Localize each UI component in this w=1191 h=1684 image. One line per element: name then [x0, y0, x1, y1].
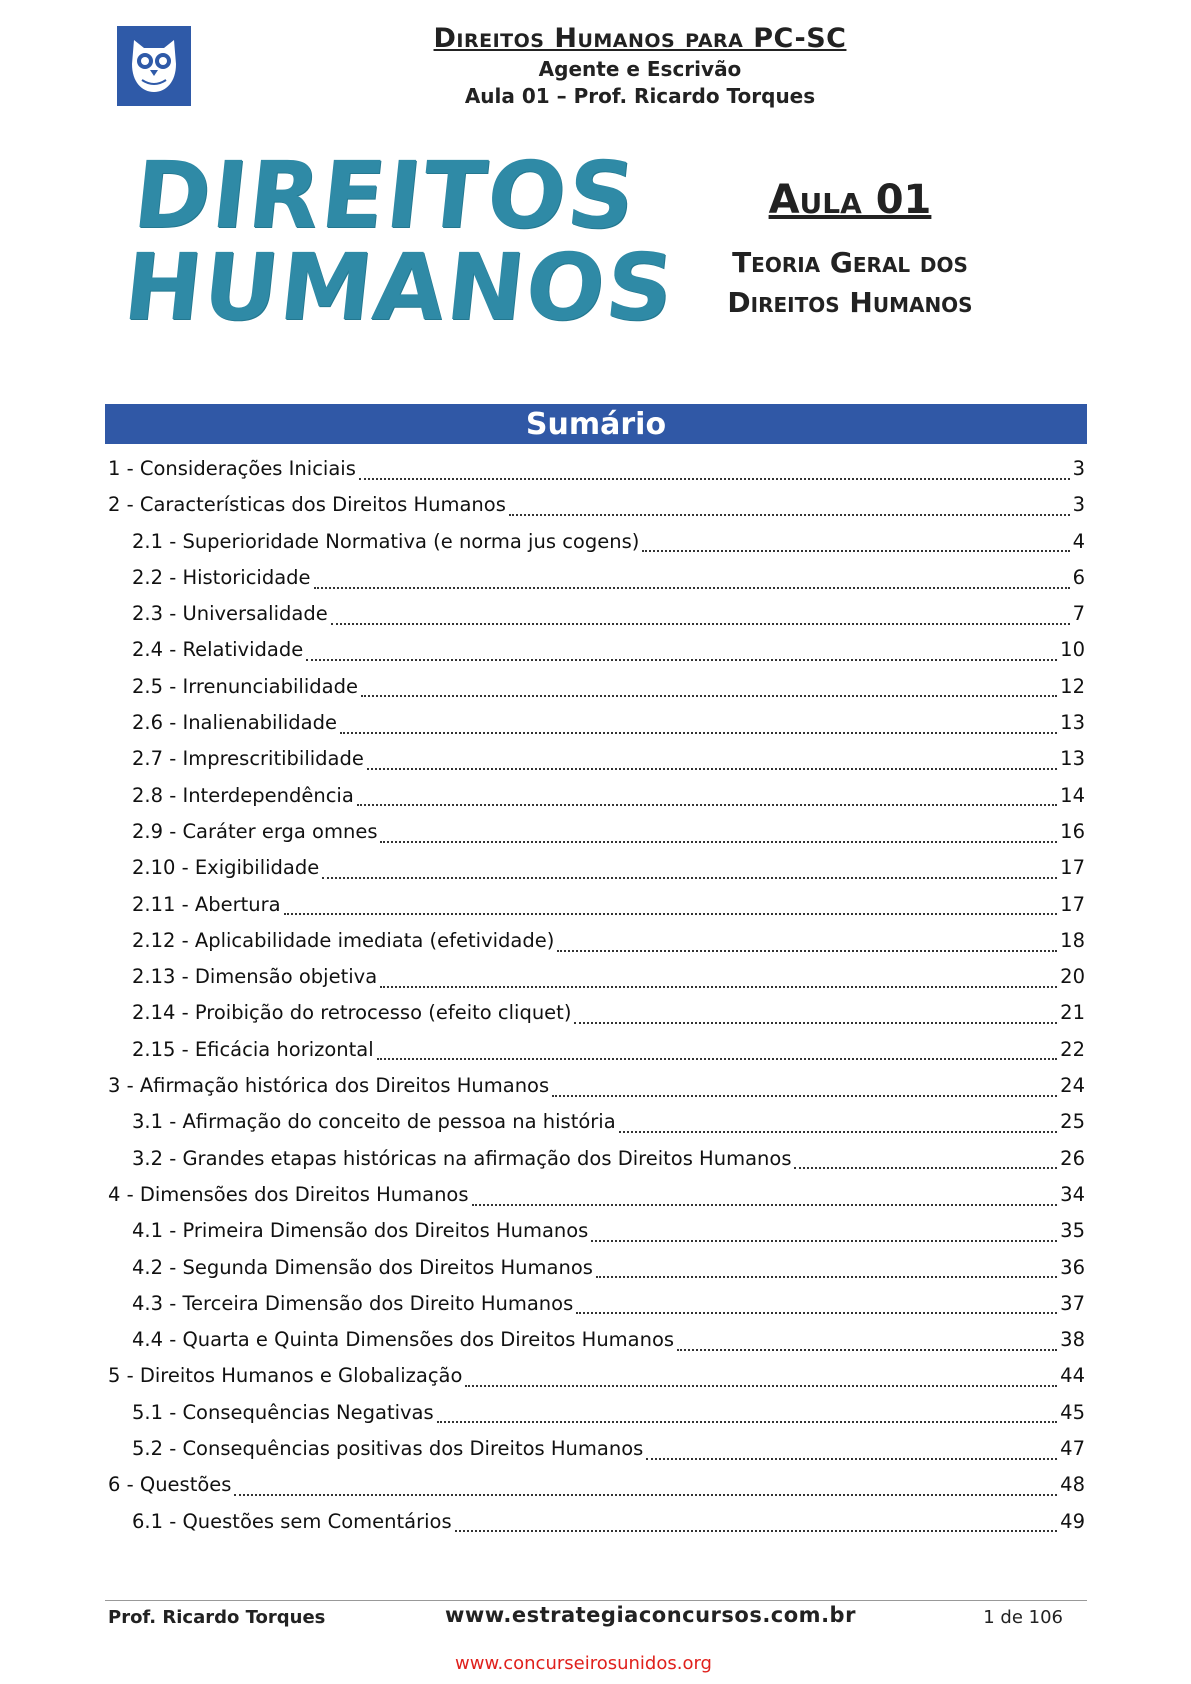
toc-leader-dots	[357, 803, 1057, 806]
toc-entry-page: 36	[1060, 1255, 1085, 1279]
toc-entry-label: 2.9 - Caráter erga omnes	[132, 819, 378, 843]
toc-leader-dots	[437, 1420, 1058, 1423]
toc-entry-page: 14	[1060, 783, 1085, 807]
toc-entry-page: 12	[1060, 674, 1085, 698]
lesson-author-line: Aula 01 – Prof. Ricardo Torques	[464, 84, 816, 108]
toc-entry[interactable]	[108, 1104, 1085, 1140]
toc-leader-dots	[465, 1384, 1057, 1387]
toc-entry-page: 7	[1072, 602, 1085, 626]
toc-entry-page: 16	[1060, 819, 1085, 843]
toc-entry-label: 4.4 - Quarta e Quinta Dimensões dos Direitos Humanos	[132, 1328, 675, 1352]
toc-entry-page: 20	[1060, 965, 1085, 989]
toc-leader-dots	[509, 513, 1070, 516]
toc-entry-page: 38	[1060, 1328, 1085, 1352]
toc-entry[interactable]	[108, 1213, 1085, 1249]
toc-entry[interactable]	[108, 1504, 1085, 1540]
toc-entry[interactable]	[108, 524, 1085, 560]
toc-entry[interactable]	[108, 741, 1085, 777]
toc-entry-page: 47	[1060, 1437, 1085, 1461]
toc-entry-page: 17	[1060, 856, 1085, 880]
toc-entry-label: 2 - Características dos Direitos Humanos	[108, 493, 506, 517]
toc-leader-dots	[359, 477, 1070, 480]
table-of-contents	[108, 451, 1085, 1540]
toc-entry-label: 2.3 - Universalidade	[132, 602, 328, 626]
toc-entry-label: 6 - Questões	[108, 1473, 232, 1497]
toc-entry[interactable]	[108, 487, 1085, 523]
toc-leader-dots	[322, 876, 1057, 879]
toc-leader-dots	[314, 586, 1070, 589]
toc-entry-page: 22	[1060, 1037, 1085, 1061]
course-title: Direitos Humanos para PC-SC	[433, 23, 847, 54]
toc-entry[interactable]	[108, 451, 1085, 487]
toc-entry-label: 2.15 - Eficácia horizontal	[132, 1037, 374, 1061]
toc-entry-label: 5.2 - Consequências positivas dos Direitos Humanos	[132, 1437, 644, 1461]
toc-entry-label: 2.13 - Dimensão objetiva	[132, 965, 378, 989]
toc-entry-label: 2.11 - Abertura	[132, 892, 281, 916]
toc-entry-label: 2.5 - Irrenunciabilidade	[132, 674, 358, 698]
toc-entry[interactable]	[108, 850, 1085, 886]
toc-leader-dots	[380, 985, 1057, 988]
toc-entry-label: 2.6 - Inalienabilidade	[132, 711, 337, 735]
toc-leader-dots	[552, 1094, 1057, 1097]
footer-divider	[105, 1600, 1087, 1601]
estrategia-logo	[117, 26, 191, 106]
watermark-link[interactable]: www.concurseirosunidos.org	[455, 1653, 712, 1674]
toc-entry-label: 5 - Direitos Humanos e Globalização	[108, 1364, 463, 1388]
toc-leader-dots	[591, 1239, 1057, 1242]
toc-entry-page: 10	[1060, 638, 1085, 662]
toc-entry-page: 35	[1060, 1219, 1085, 1243]
toc-entry-page: 34	[1060, 1182, 1085, 1206]
footer-website-link[interactable]: www.estrategiaconcursos.com.br	[445, 1603, 856, 1627]
toc-entry-label: 2.7 - Imprescritibilidade	[132, 747, 364, 771]
toc-entry-label: 5.1 - Consequências Negativas	[132, 1400, 434, 1424]
toc-leader-dots	[596, 1275, 1057, 1278]
toc-leader-dots	[677, 1348, 1057, 1351]
footer-author: Prof. Ricardo Torques	[108, 1607, 326, 1628]
toc-entry-page: 21	[1060, 1001, 1085, 1025]
toc-entry-label: 2.14 - Proibição do retrocesso (efeito cliquet)	[132, 1001, 572, 1025]
toc-entry-page: 13	[1060, 711, 1085, 735]
toc-entry-page: 3	[1072, 493, 1085, 517]
toc-entry[interactable]	[108, 1358, 1085, 1394]
cover-title-art	[117, 142, 681, 360]
toc-entry[interactable]	[108, 995, 1085, 1031]
lesson-number: Aula 01	[768, 177, 932, 223]
toc-entry[interactable]	[108, 1177, 1085, 1213]
toc-entry[interactable]	[108, 560, 1085, 596]
toc-entry[interactable]	[108, 596, 1085, 632]
toc-entry[interactable]	[108, 1395, 1085, 1431]
toc-leader-dots	[557, 949, 1057, 952]
toc-entry-label: 2.12 - Aplicabilidade imediata (efetividade)	[132, 928, 555, 952]
toc-leader-dots	[455, 1529, 1058, 1532]
toc-entry-page: 48	[1060, 1473, 1085, 1497]
toc-entry-label: 2.4 - Relatividade	[132, 638, 304, 662]
toc-leader-dots	[377, 1057, 1057, 1060]
toc-leader-dots	[646, 1457, 1057, 1460]
toc-entry[interactable]	[108, 923, 1085, 959]
toc-entry[interactable]	[108, 778, 1085, 814]
toc-entry-page: 6	[1072, 565, 1085, 589]
toc-leader-dots	[340, 731, 1057, 734]
toc-entry[interactable]	[108, 632, 1085, 668]
course-subtitle: Agente e Escrivão	[538, 57, 742, 81]
owl-icon	[126, 34, 182, 98]
toc-entry-page: 4	[1072, 529, 1085, 553]
toc-entry-label: 1 - Considerações Iniciais	[108, 457, 356, 480]
toc-leader-dots	[574, 1021, 1057, 1024]
toc-entry[interactable]	[108, 814, 1085, 850]
toc-entry[interactable]	[108, 1286, 1085, 1322]
toc-leader-dots	[361, 694, 1057, 697]
toc-entry[interactable]	[108, 887, 1085, 923]
toc-entry-page: 44	[1060, 1364, 1085, 1388]
toc-entry-page: 45	[1060, 1400, 1085, 1424]
toc-leader-dots	[331, 622, 1070, 625]
summary-heading: Sumário	[105, 404, 1087, 444]
toc-entry-page: 49	[1060, 1509, 1085, 1533]
toc-leader-dots	[234, 1493, 1057, 1496]
toc-leader-dots	[367, 767, 1057, 770]
toc-entry-label: 4.3 - Terceira Dimensão dos Direito Humanos	[132, 1291, 574, 1315]
toc-entry-page: 37	[1060, 1291, 1085, 1315]
toc-entry[interactable]	[108, 959, 1085, 995]
footer-page-number: 1 de 106	[983, 1607, 1063, 1628]
toc-entry[interactable]	[108, 1250, 1085, 1286]
toc-entry-page: 17	[1060, 892, 1085, 916]
toc-entry[interactable]	[108, 1431, 1085, 1467]
toc-leader-dots	[306, 658, 1057, 661]
lesson-topic-line-1: Teoria Geral dos	[732, 246, 968, 279]
toc-entry-label: 6.1 - Questões sem Comentários	[132, 1509, 452, 1533]
toc-entry-page: 24	[1060, 1074, 1085, 1098]
toc-entry-label: 4.1 - Primeira Dimensão dos Direitos Humanos	[132, 1219, 589, 1243]
toc-entry-label: 4.2 - Segunda Dimensão dos Direitos Humanos	[132, 1255, 593, 1279]
page-footer	[108, 1603, 1085, 1631]
toc-entry-label: 3.1 - Afirmação do conceito de pessoa na história	[132, 1110, 616, 1134]
toc-leader-dots	[472, 1203, 1058, 1206]
toc-entry-label: 4 - Dimensões dos Direitos Humanos	[108, 1182, 469, 1206]
toc-leader-dots	[380, 840, 1057, 843]
toc-entry[interactable]	[108, 1467, 1085, 1503]
toc-entry-page: 25	[1060, 1110, 1085, 1134]
toc-entry-label: 2.8 - Interdependência	[132, 783, 354, 807]
document-header	[380, 22, 900, 110]
toc-entry-label: 3.2 - Grandes etapas históricas na afirmação dos Direitos Humanos	[132, 1146, 792, 1170]
toc-entry[interactable]	[108, 1141, 1085, 1177]
toc-entry[interactable]	[108, 669, 1085, 705]
toc-leader-dots	[284, 912, 1058, 915]
toc-entry-page: 26	[1060, 1146, 1085, 1170]
toc-entry[interactable]	[108, 705, 1085, 741]
toc-entry-label: 2.10 - Exigibilidade	[132, 856, 320, 880]
toc-entry-label: 2.2 - Historicidade	[132, 565, 311, 589]
toc-entry[interactable]	[108, 1068, 1085, 1104]
lesson-topic	[640, 243, 1060, 323]
toc-entry-page: 3	[1072, 457, 1085, 480]
toc-entry-label: 3 - Afirmação histórica dos Direitos Humanos	[108, 1074, 550, 1098]
toc-leader-dots	[619, 1130, 1058, 1133]
toc-leader-dots	[642, 549, 1069, 552]
cover-word-1: DIREITOS	[128, 142, 642, 249]
toc-entry[interactable]	[108, 1032, 1085, 1068]
toc-entry[interactable]	[108, 1322, 1085, 1358]
toc-entry-page: 18	[1060, 928, 1085, 952]
cover-word-2: HUMANOS	[118, 234, 681, 341]
lesson-title-block	[640, 175, 1060, 323]
lesson-topic-line-2: Direitos Humanos	[727, 286, 973, 319]
toc-entry-page: 13	[1060, 747, 1085, 771]
toc-leader-dots	[576, 1311, 1057, 1314]
toc-entry-label: 2.1 - Superioridade Normativa (e norma jus cogens)	[132, 529, 640, 553]
toc-leader-dots	[794, 1166, 1057, 1169]
